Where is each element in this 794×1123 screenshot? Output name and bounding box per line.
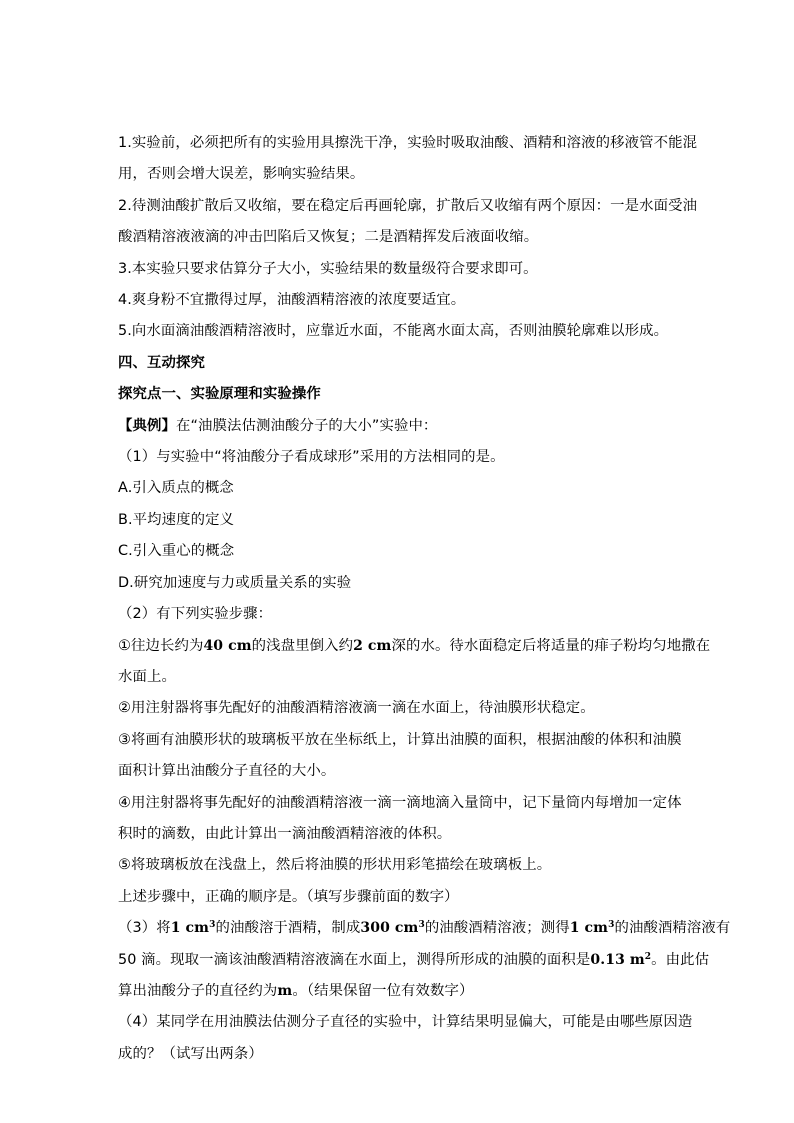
step-5: ⑤将玻璃板放在浅盘上，然后将油膜的形状用彩笔描绘在玻璃板上。	[118, 857, 552, 874]
question-3-line-1	[118, 913, 731, 944]
note-5: 5.向水面滴油酸酒精溶液时，应靠近水面，不能离水面太高，否则油膜轮廓难以形成。	[118, 323, 669, 340]
note-3: 3.本实验只要求估算分子大小，实验结果的数量级符合要求即可。	[118, 260, 538, 277]
q3-solution-volume-value: 300 cm	[360, 920, 419, 937]
example-intro	[118, 411, 684, 442]
note-2-line-1: 2.待测油酸扩散后又收缩，要在稳定后再画轮廓，扩散后又收缩有两个原因：一是水面受油	[118, 197, 698, 214]
step-2: ②用注射器将事先配好的油酸酒精溶液滴一滴在水面上，待油膜形状稳定。	[118, 700, 595, 717]
q3-text-g: 算出油酸分子的直径约为	[118, 982, 278, 999]
step-3-line-1: ③将画有油膜形状的玻璃板平放在坐标纸上，计算出油膜的面积，根据油酸的体积和油膜	[118, 731, 682, 748]
note-1-line-1: 1.实验前，必须把所有的实验用具擦洗干净，实验时吸取油酸、酒精和溶液的移液管不能混	[118, 135, 698, 151]
step-3-line-2: 面积计算出油酸分子直径的大小。	[118, 763, 336, 780]
step-4-line-2: 积时的滴数，由此计算出一滴油酸酒精溶液的体积。	[118, 825, 452, 842]
q3-exp-2: 3	[418, 920, 425, 931]
option-c: C.引入重心的概念	[118, 543, 235, 560]
step-4-line-1: ④用注射器将事先配好的油酸酒精溶液一滴一滴地滴入量筒中，记下量筒内每增加一定体	[118, 794, 682, 811]
question-4-line-2: 成的？（试写出两条）	[118, 1045, 263, 1062]
section-title: 四、互动探究	[118, 354, 205, 371]
example-intro-text: 在“油膜法估测油酸分子的大小”实验中：	[175, 417, 438, 434]
option-a: A.引入质点的概念	[118, 480, 234, 497]
step-1-length: 40 cm	[203, 637, 252, 654]
q3-unit: m	[277, 982, 293, 999]
q3-exp-1: 3	[209, 920, 216, 931]
question-2: （2）有下列实验步骤：	[118, 606, 273, 623]
note-1-line-2: 用，否则会增大误差，影响实验结果。	[118, 166, 365, 183]
question-1: （1）与实验中“将油酸分子看成球形”采用的方法相同的是。	[118, 449, 505, 466]
q3-solution-volume	[360, 920, 424, 936]
q3-text-h: 。（结果保留一位有效数字）	[292, 982, 474, 999]
q3-oleic-volume-value: 1 cm	[170, 920, 210, 937]
question-3-line-2	[118, 945, 710, 976]
q3-measured-volume-value: 1 cm	[569, 920, 609, 937]
step-1-text-c: 深的水。待水面稳定后将适量的痱子粉均匀地撒在	[391, 637, 711, 654]
note-4: 4.爽身粉不宜撒得过厚，油酸酒精溶液的浓度要适宜。	[118, 292, 466, 309]
question-3-line-3	[118, 976, 684, 1007]
q3-film-area	[590, 952, 651, 968]
step-1-text-b: 的浅盘里倒入约	[251, 637, 354, 654]
q3-text-c: 的油酸酒精溶液；测得	[424, 920, 570, 937]
note-2-line-2: 酸酒精溶液液滴的冲击凹陷后又恢复；二是酒精挥发后液面收缩。	[118, 229, 539, 246]
subsection-title: 探究点一、实验原理和实验操作	[118, 386, 321, 403]
q3-exp-3: 3	[608, 920, 615, 931]
option-b: B.平均速度的定义	[118, 511, 235, 528]
q3-text-b: 的油酸溶于酒精，制成	[215, 920, 361, 937]
q3-measured-volume	[570, 920, 615, 936]
q3-text-a: （3）将	[118, 920, 171, 937]
question-4-line-1: （4）某同学在用油膜法估测分子直径的实验中，计算结果明显偏大，可能是由哪些原因造	[118, 1014, 693, 1031]
q3-exp-4: 2	[644, 951, 652, 962]
order-question: 上述步骤中，正确的顺序是。（填写步骤前面的数字）	[118, 888, 459, 905]
example-tag: 【典例】	[118, 417, 176, 434]
step-1-text-a: ①往边长约为	[118, 637, 204, 654]
q3-text-d: 的油酸酒精溶液有	[614, 920, 731, 937]
step-1-depth: 2 cm	[353, 637, 392, 654]
option-d: D.研究加速度与力或质量关系的实验	[118, 574, 352, 591]
q3-text-e: 50 滴。现取一滴该油酸酒精溶液滴在水面上，测得所形成的油膜的面积是	[118, 951, 591, 968]
q3-text-f: 。由此估	[651, 951, 710, 968]
step-1-line-1	[118, 631, 711, 662]
q3-oleic-volume	[171, 920, 216, 936]
q3-film-area-value: 0.13 m	[590, 951, 645, 968]
step-1-line-2: 水面上。	[118, 668, 176, 685]
